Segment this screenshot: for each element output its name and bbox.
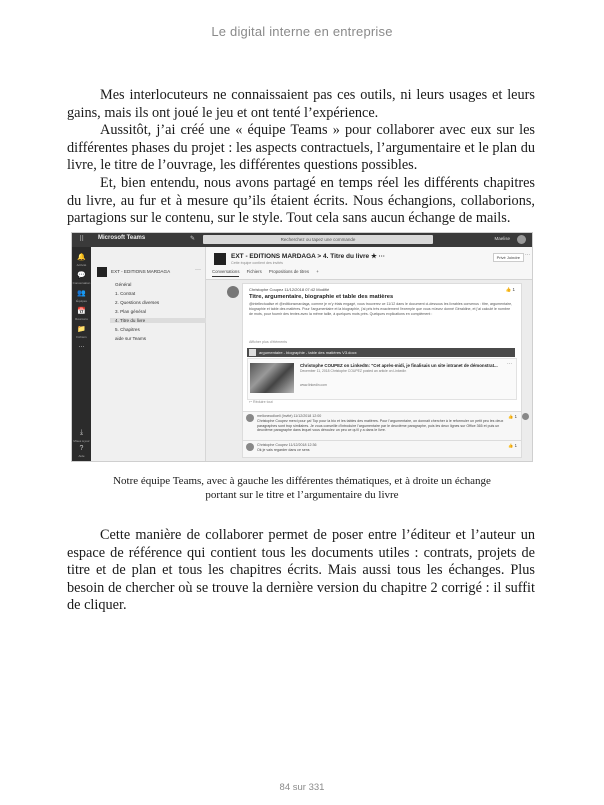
word-file-icon bbox=[249, 349, 256, 356]
channel-item: 1. Contrat bbox=[115, 291, 136, 296]
rail-label: Fichiers bbox=[76, 335, 87, 339]
reply-avatar bbox=[246, 443, 254, 451]
link-subtitle: December 11, 2018 Christophe COUPEZ posted an article on LinkedIn bbox=[300, 369, 407, 373]
join-button: Privé Joindre bbox=[493, 253, 524, 262]
reply-meta: Christophe Coupez 11/12/2018 12:36 bbox=[257, 443, 317, 447]
channel-item: aide sur Teams bbox=[115, 336, 147, 341]
bell-icon: 🔔 bbox=[77, 254, 86, 261]
tab-title-proposals: Propositions de titres bbox=[268, 269, 310, 274]
post-title: Titre, argumentaire, biographie et table des matières bbox=[249, 294, 394, 300]
teams-topbar bbox=[72, 233, 532, 247]
paragraph: Aussitôt, j’ai créé une « équipe Teams » pour collaborer avec eux sur les différentes phases du projet : les aspects contractuels, l’argumentaire et le plan du livre, le titre de l’ouvrage, les différentes questions possibles. bbox=[67, 122, 535, 174]
caption-line: portant sur le titre et l’argumentaire du livre bbox=[205, 489, 399, 501]
channel-logo bbox=[214, 253, 226, 265]
running-header: Le digital interne en entreprise bbox=[211, 24, 393, 39]
conversation-pane bbox=[206, 247, 532, 461]
team-name: EXT - EDITIONS MARDAGA bbox=[111, 269, 171, 274]
rail-label: Équipes bbox=[76, 299, 87, 303]
compose-icon: ✎ bbox=[190, 236, 196, 242]
paragraph: Et, bien entendu, nous avons partagé en temps réel les différents chapitres du livre, au fur et à mesure qu’ils étaient écrits. Nous échangions, collaborions, partagions sur le contenu, sur le style. Tout cela sans aucun échange de mails. bbox=[67, 174, 535, 227]
rail-label: Réunions bbox=[75, 317, 88, 321]
link-preview-image bbox=[250, 363, 294, 393]
channel-item: 2. Questions diverses bbox=[115, 300, 160, 305]
files-icon: 📁 bbox=[77, 326, 86, 333]
post-meta: Christophe Coupez 11/12/2018 07:42 Modifié bbox=[249, 287, 330, 292]
channel-title: EXT - EDITIONS MARDAGA > 4. Titre du livre ★ ··· bbox=[231, 253, 386, 260]
paragraph: Mes interlocuteurs ne connaissaient pas ces outils, ni leurs usages et leurs gains, mais ils ont joué le jeu et ont tenté l’expérience. bbox=[67, 87, 535, 121]
more-icon: ... bbox=[78, 342, 85, 349]
conversation-post bbox=[242, 283, 522, 413]
channel-item-selected: 4. Titre du livre bbox=[110, 318, 210, 323]
author-avatar bbox=[227, 286, 239, 298]
link-preview bbox=[247, 358, 517, 400]
post-likes: 👍 1 bbox=[505, 287, 515, 292]
file-name: argumentaire - biographie - table des matières V3.docx bbox=[259, 350, 357, 355]
reply-likes: 👍 1 bbox=[508, 443, 517, 448]
paragraph: Cette manière de collaborer permet de poser entre l’éditeur et l’auteur un espace de référence qui contient tous les documents utiles : contrats, projets de titre et de plan et tous les chapitres écrits. Mais aussi tous les échanges. Plus besoin de chercher où se trouve la dernière version du chapitre 2 corrigé : il suffit de cliquer. bbox=[67, 527, 535, 614]
tab-add: + bbox=[316, 269, 319, 274]
search-bar: Recherchez ou tapez une commande bbox=[203, 235, 433, 244]
reply-avatar bbox=[246, 414, 254, 422]
app-name: Microsoft Teams bbox=[98, 235, 146, 241]
channel-list bbox=[91, 247, 206, 461]
rail-label: Aide bbox=[78, 454, 85, 458]
reply-body: Christophe Coupez merci pour ça! Top pour la bio et les tables des matières. Pour l’argumentaire, on donnait chercher à le reformuler un petit peu les deux paragraphes sont trop similaires. Je vous conseille d’introduire l’argumentaire par le deuxième paragraphe, puis les deux lignes sur Office 365 et puis un deuxième paragraphe dans lequel vous déroulez un peu ce qu’il y a dans le livre. bbox=[257, 419, 504, 433]
link-url: www.linkedin.com bbox=[300, 383, 327, 387]
channel-item: 5. Chapitres bbox=[115, 327, 140, 332]
show-more-link: Afficher plus d’éléments bbox=[249, 340, 288, 344]
reply-meta: mellonecolloeli (Invité) 11/12/2018 12:00 bbox=[257, 414, 322, 418]
page-number: 84 sur 331 bbox=[279, 782, 325, 793]
chat-icon: 💬 bbox=[77, 272, 86, 279]
user-avatar bbox=[517, 235, 526, 244]
body-text-top bbox=[67, 87, 535, 228]
reply-message bbox=[242, 411, 522, 442]
download-icon: ⤓ bbox=[79, 429, 84, 436]
tab-conversations: Conversations bbox=[212, 269, 239, 277]
channel-item: 3. Plan général bbox=[115, 309, 146, 314]
help-icon: ? bbox=[79, 445, 84, 452]
more-icon: ··· bbox=[507, 361, 512, 367]
app-rail bbox=[72, 247, 91, 461]
body-text-bottom bbox=[67, 527, 535, 615]
more-icon: ··· bbox=[525, 252, 530, 258]
teams-screenshot bbox=[71, 232, 533, 462]
channel-subtitle: Cette équipe contient des invités bbox=[231, 261, 283, 265]
user-label: Maelise bbox=[494, 236, 510, 241]
reply-body: Ok je vais regarder dans ce sens bbox=[257, 448, 310, 452]
collapse-all-link: ↩ Réduire tout bbox=[249, 400, 273, 404]
post-body: @intellectualise et @editionsmardaga, comme je m’y étais engagé, vous trouverez ce 11/12 dans le document ci-dessous les livrables convenus : titre, argumentaire, biographie et table des matières. Pour l’argumentaire et la biographie, j’ai pris très exactement l’exemple que vous m’avez donné Géraldine, et j’ai calculé le nombre de mots, pour fournir des textes avec la même taille, à quelques mots près. Quelques explications en complément : bbox=[249, 302, 513, 316]
reply-message bbox=[242, 440, 522, 458]
tab-files: Fichiers bbox=[246, 269, 262, 274]
rail-label: Activité bbox=[76, 263, 87, 267]
teams-icon: 👥 bbox=[77, 290, 86, 297]
figure-caption bbox=[80, 474, 524, 502]
link-title: Christophe COUPEZ on LinkedIn: "Cet après-midi, je finalisais un site intranet de démonstrat... bbox=[300, 363, 498, 368]
app-grid-icon: ⠿ bbox=[79, 236, 85, 243]
calendar-icon: 📅 bbox=[77, 308, 86, 315]
channel-header bbox=[206, 247, 532, 280]
rail-label: Conversation bbox=[72, 281, 91, 285]
channel-tabs bbox=[212, 269, 325, 274]
team-logo bbox=[97, 267, 107, 277]
caption-line: Notre équipe Teams, avec à gauche les différentes thématiques, et à droite un échange bbox=[113, 475, 491, 487]
file-attachment bbox=[247, 348, 515, 357]
reply-likes: 👍 1 bbox=[508, 414, 517, 419]
more-icon: ··· bbox=[195, 267, 201, 273]
channel-item: Général bbox=[115, 282, 132, 287]
rail-label: Mises à jour bbox=[73, 439, 90, 443]
user-avatar bbox=[522, 413, 529, 420]
